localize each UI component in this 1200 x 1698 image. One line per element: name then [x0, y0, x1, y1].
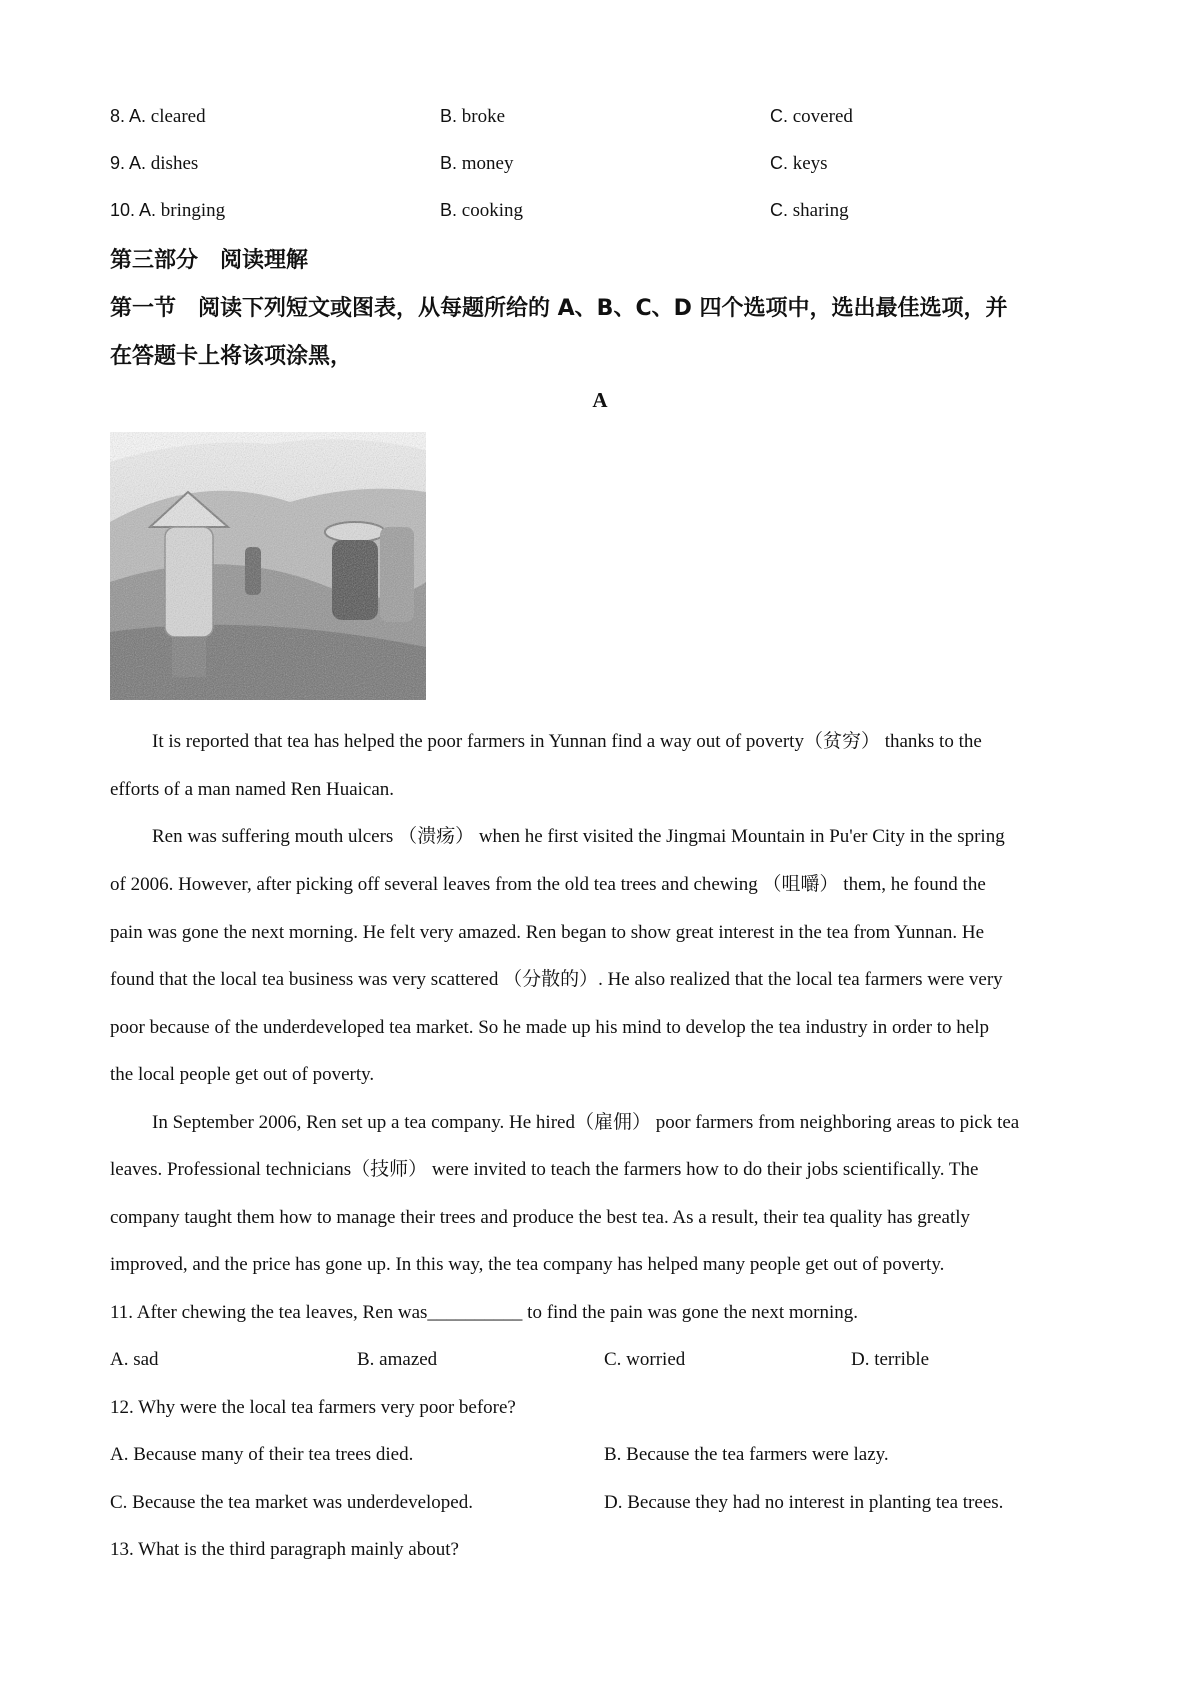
- option-c: covered: [792, 106, 853, 127]
- option-b-label: B.: [440, 153, 458, 173]
- option-c: sharing: [792, 200, 849, 221]
- question-11-option-b: B. amazed: [357, 1349, 438, 1370]
- passage-line-12: improved, and the price has gone up. In this way, the tea company has helped many people get out of poverty.: [110, 1254, 945, 1275]
- option-number: 8. A.: [110, 106, 147, 126]
- option-c-label: C.: [770, 153, 788, 173]
- passage-line-4: of 2006. However, after picking off several leaves from the old tea trees and chewing （咀嚼） them, he found the: [110, 874, 986, 895]
- option-a: cleared: [150, 106, 206, 127]
- passage-line-11: company taught them how to manage their trees and produce the best tea. As a result, their tea quality has greatly: [110, 1207, 971, 1228]
- passage-line-6: found that the local tea business was very scattered （分散的）. He also realized that the local tea farmers were very: [110, 969, 1003, 990]
- question-11-option-c: C. worried: [604, 1349, 686, 1370]
- option-c: keys: [792, 153, 828, 174]
- option-c-label: C.: [770, 200, 788, 220]
- passage-line-5: pain was gone the next morning. He felt very amazed. Ren began to show great interest in the tea from Yunnan. He: [110, 922, 985, 943]
- question-12-option-c: C. Because the tea market was underdeveloped.: [110, 1492, 473, 1513]
- question-11-stem: 11. After chewing the tea leaves, Ren was__________ to find the pain was gone the next morning.: [110, 1302, 859, 1323]
- passage-line-10: leaves. Professional technicians（技师） were invited to teach the farmers how to do their jobs scientifically. The: [110, 1159, 979, 1180]
- passage-line-8: the local people get out of poverty.: [110, 1064, 375, 1085]
- part-title: 第三部分 阅读理解: [110, 248, 309, 273]
- option-b: money: [461, 153, 514, 174]
- question-12-stem: 12. Why were the local tea farmers very poor before?: [110, 1397, 516, 1418]
- option-b-label: B.: [440, 200, 458, 220]
- question-12-option-b: B. Because the tea farmers were lazy.: [604, 1444, 889, 1465]
- question-11-option-a: A. sad: [110, 1349, 159, 1370]
- passage-line-3: Ren was suffering mouth ulcers （溃疡） when he first visited the Jingmai Mountain in Pu'er City in the spring: [152, 826, 1005, 847]
- passage-letter: A: [592, 388, 608, 412]
- question-12-option-a: A. Because many of their tea trees died.: [110, 1444, 414, 1465]
- section-instruction-line-1: 第一节 阅读下列短文或图表，从每题所给的 A、B、C、D 四个选项中，选出最佳选项，并: [110, 296, 1008, 321]
- option-a: bringing: [160, 200, 226, 221]
- option-c-label: C.: [770, 106, 788, 126]
- option-a: dishes: [150, 153, 199, 174]
- passage-line-7: poor because of the underdeveloped tea market. So he made up his mind to develop the tea industry in order to help: [110, 1017, 990, 1038]
- tea-pickers-photo: [110, 432, 426, 700]
- question-11-option-d: D. terrible: [851, 1349, 930, 1370]
- passage-line-1: It is reported that tea has helped the poor farmers in Yunnan find a way out of poverty（贫穷） thanks to the: [152, 731, 982, 752]
- question-12-option-d: D. Because they had no interest in planting tea trees.: [604, 1492, 1004, 1513]
- option-number: 10. A.: [110, 200, 157, 220]
- option-b: broke: [461, 106, 506, 127]
- passage-line-9: In September 2006, Ren set up a tea company. He hired（雇佣） poor farmers from neighboring areas to pick tea: [152, 1112, 1020, 1133]
- question-13-stem: 13. What is the third paragraph mainly about?: [110, 1539, 459, 1560]
- option-number: 9. A.: [110, 153, 147, 173]
- section-instruction-line-2: 在答题卡上将该项涂黑，: [110, 344, 353, 369]
- passage-line-2: efforts of a man named Ren Huaican.: [110, 779, 395, 800]
- option-b: cooking: [461, 200, 523, 221]
- option-b-label: B.: [440, 106, 458, 126]
